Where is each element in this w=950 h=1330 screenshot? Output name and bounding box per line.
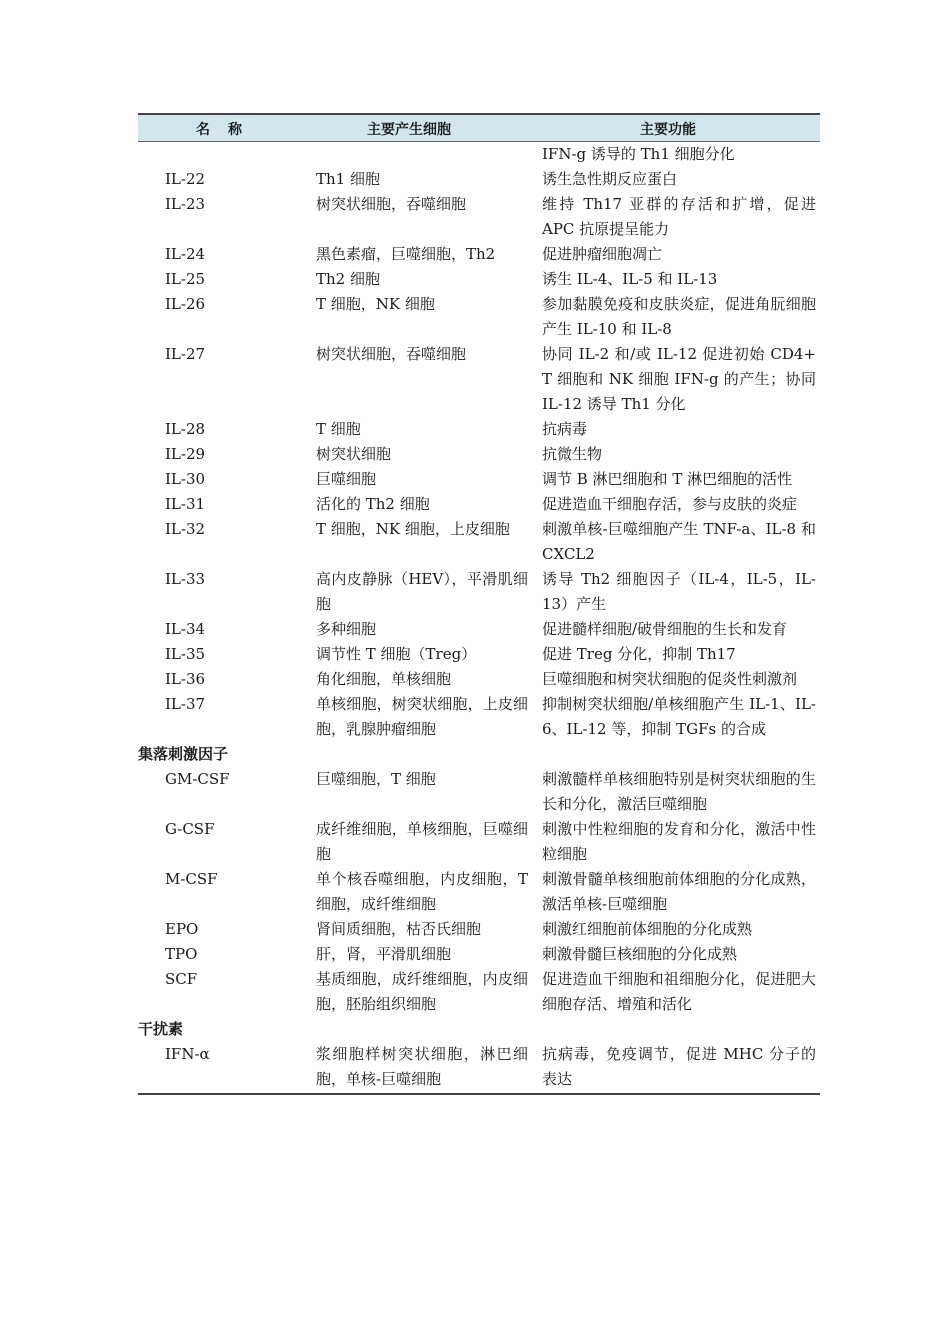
main-function: 抗病毒，免疫调节，促进 MHC 分子的表达: [542, 1045, 816, 1088]
table-row: [138, 917, 820, 942]
table-row: [138, 292, 820, 342]
table-row: [138, 767, 820, 817]
main-function: 促进肿瘤细胞凋亡: [542, 245, 663, 263]
producing-cell: Th2 细胞: [316, 270, 380, 288]
cytokine-name: IL-31: [165, 495, 206, 513]
table-row: [138, 667, 820, 692]
carry-over-row: [138, 142, 820, 167]
main-function: 抗微生物: [542, 445, 603, 463]
cytokine-name: IL-33: [165, 570, 206, 588]
interleukin-rows: [138, 167, 820, 742]
cytokine-name: GM-CSF: [165, 770, 230, 788]
table-row: [138, 642, 820, 667]
cytokine-name: IL-29: [165, 445, 206, 463]
producing-cell: 基质细胞，成纤维细胞，内皮细胞，胚胎组织细胞: [316, 970, 528, 1013]
main-function: 调节 B 淋巴细胞和 T 淋巴细胞的活性: [542, 470, 793, 488]
cytokine-name: IFN-α: [165, 1045, 210, 1063]
table-row: [138, 692, 820, 742]
cytokine-name: IL-36: [165, 670, 206, 688]
cytokine-name: M-CSF: [165, 870, 218, 888]
table-row: [138, 467, 820, 492]
cytokine-name: SCF: [165, 970, 198, 988]
producing-cell: 高内皮静脉（HEV），平滑肌细胞: [316, 570, 528, 613]
producing-cell: 成纤维细胞，单核细胞，巨噬细胞: [316, 820, 528, 863]
cytokine-name: IL-37: [165, 695, 206, 713]
producing-cell: 树突状细胞，吞噬细胞: [316, 345, 467, 363]
header-name: 名称: [196, 122, 260, 138]
producing-cell: 肝，肾，平滑肌细胞: [316, 945, 452, 963]
producing-cell: T 细胞，NK 细胞: [316, 295, 435, 313]
main-function: 巨噬细胞和树突状细胞的促炎性刺激剂: [542, 670, 798, 688]
producing-cell: 肾间质细胞，枯否氏细胞: [316, 920, 482, 938]
producing-cell: T 细胞: [316, 420, 361, 438]
producing-cell: 单核细胞，树突状细胞，上皮细胞，乳腺肿瘤细胞: [316, 695, 528, 738]
cytokine-name: IL-30: [165, 470, 206, 488]
cytokine-name: IL-27: [165, 345, 206, 363]
main-function: 刺激髓样单核细胞特别是树突状细胞的生长和分化，激活巨噬细胞: [542, 770, 816, 813]
bottom-rule: [138, 1093, 820, 1095]
table-row: [138, 942, 820, 967]
main-function: 协同 IL-2 和/或 IL-12 促进初始 CD4+ T 细胞和 NK 细胞 IFN-g 的产生；协同 IL-12 诱导 Th1 分化: [542, 345, 816, 413]
table-row: [138, 242, 820, 267]
producing-cell: 活化的 Th2 细胞: [316, 495, 430, 513]
producing-cell: 巨噬细胞，T 细胞: [316, 770, 436, 788]
cytokine-name: EPO: [165, 920, 199, 938]
table-row: [138, 417, 820, 442]
cytokine-name: IL-25: [165, 270, 206, 288]
table-row: [138, 492, 820, 517]
table-row: [138, 342, 820, 417]
main-function: 促进 Treg 分化，抑制 Th17: [542, 645, 736, 663]
producing-cell: 巨噬细胞: [316, 470, 377, 488]
cytokine-name: IL-23: [165, 195, 206, 213]
producing-cell: 多种细胞: [316, 620, 377, 638]
main-function: 刺激骨髓单核细胞前体细胞的分化成熟，激活单核-巨噬细胞: [542, 870, 816, 913]
main-function: 刺激单核-巨噬细胞产生 TNF-a、IL-8 和 CXCL2: [542, 520, 816, 563]
cytokine-name: TPO: [165, 945, 198, 963]
carry-over-function: IFN-g 诱导的 Th1 细胞分化: [542, 145, 735, 163]
producing-cell: 浆细胞样树突状细胞，淋巴细胞，单核-巨噬细胞: [316, 1045, 528, 1088]
producing-cell: 树突状细胞，吞噬细胞: [316, 195, 467, 213]
producing-cell: 树突状细胞: [316, 445, 392, 463]
main-function: 诱导 Th2 细胞因子（IL-4，IL-5，IL-13）产生: [542, 570, 816, 613]
cytokine-name: IL-35: [165, 645, 206, 663]
table-row: [138, 867, 820, 917]
ifn-rows: [138, 1042, 820, 1092]
main-function: 促进造血干细胞和祖细胞分化，促进肥大细胞存活、增殖和活化: [542, 970, 816, 1013]
cytokine-name: IL-22: [165, 170, 206, 188]
producing-cell: 调节性 T 细胞（Treg）: [316, 645, 477, 663]
cytokine-name: G-CSF: [165, 820, 215, 838]
cytokine-name: IL-28: [165, 420, 206, 438]
main-function: 维持 Th17 亚群的存活和扩增，促进 APC 抗原提呈能力: [542, 195, 816, 238]
main-function: 抗病毒: [542, 420, 588, 438]
section-csf: 集落刺激因子: [138, 745, 229, 763]
header-cell: 主要产生细胞: [367, 122, 451, 138]
table-row: [138, 192, 820, 242]
main-function: 参加黏膜免疫和皮肤炎症，促进角朊细胞产生 IL-10 和 IL-8: [542, 295, 816, 338]
producing-cell: Th1 细胞: [316, 170, 380, 188]
table-row: [138, 267, 820, 292]
table-row: [138, 567, 820, 617]
table-row: [138, 167, 820, 192]
table-row: [138, 817, 820, 867]
main-function: 促进造血干细胞存活，参与皮肤的炎症: [542, 495, 798, 513]
table-row: [138, 967, 820, 1017]
table-header: [138, 115, 820, 141]
table-row: [138, 617, 820, 642]
producing-cell: 角化细胞，单核细胞: [316, 670, 452, 688]
cytokine-name: IL-34: [165, 620, 206, 638]
main-function: 诱生 IL-4、IL-5 和 IL-13: [542, 270, 718, 288]
main-function: 刺激中性粒细胞的发育和分化，激活中性粒细胞: [542, 820, 816, 863]
main-function: 促进髓样细胞/破骨细胞的生长和发育: [542, 620, 788, 638]
producing-cell: T 细胞，NK 细胞，上皮细胞: [316, 520, 510, 538]
header-function: 主要功能: [640, 122, 696, 138]
csf-rows: [138, 767, 820, 1017]
cytokine-name: IL-26: [165, 295, 206, 313]
cytokine-name: IL-32: [165, 520, 206, 538]
main-function: 诱生急性期反应蛋白: [542, 170, 678, 188]
table-row: [138, 442, 820, 467]
cytokine-table: [138, 113, 820, 1095]
producing-cell: 单个核吞噬细胞，内皮细胞，T 细胞，成纤维细胞: [316, 870, 528, 913]
main-function: 抑制树突状细胞/单核细胞产生 IL-1、IL-6、IL-12 等，抑制 TGFs 的合成: [542, 695, 816, 738]
main-function: 刺激红细胞前体细胞的分化成熟: [542, 920, 753, 938]
section-ifn: 干扰素: [138, 1020, 184, 1038]
cytokine-name: IL-24: [165, 245, 206, 263]
producing-cell: 黑色素瘤，巨噬细胞，Th2: [316, 245, 496, 263]
table-row: [138, 517, 820, 567]
table-row: [138, 1042, 820, 1092]
table-body: [138, 142, 820, 1092]
main-function: 刺激骨髓巨核细胞的分化成熟: [542, 945, 738, 963]
